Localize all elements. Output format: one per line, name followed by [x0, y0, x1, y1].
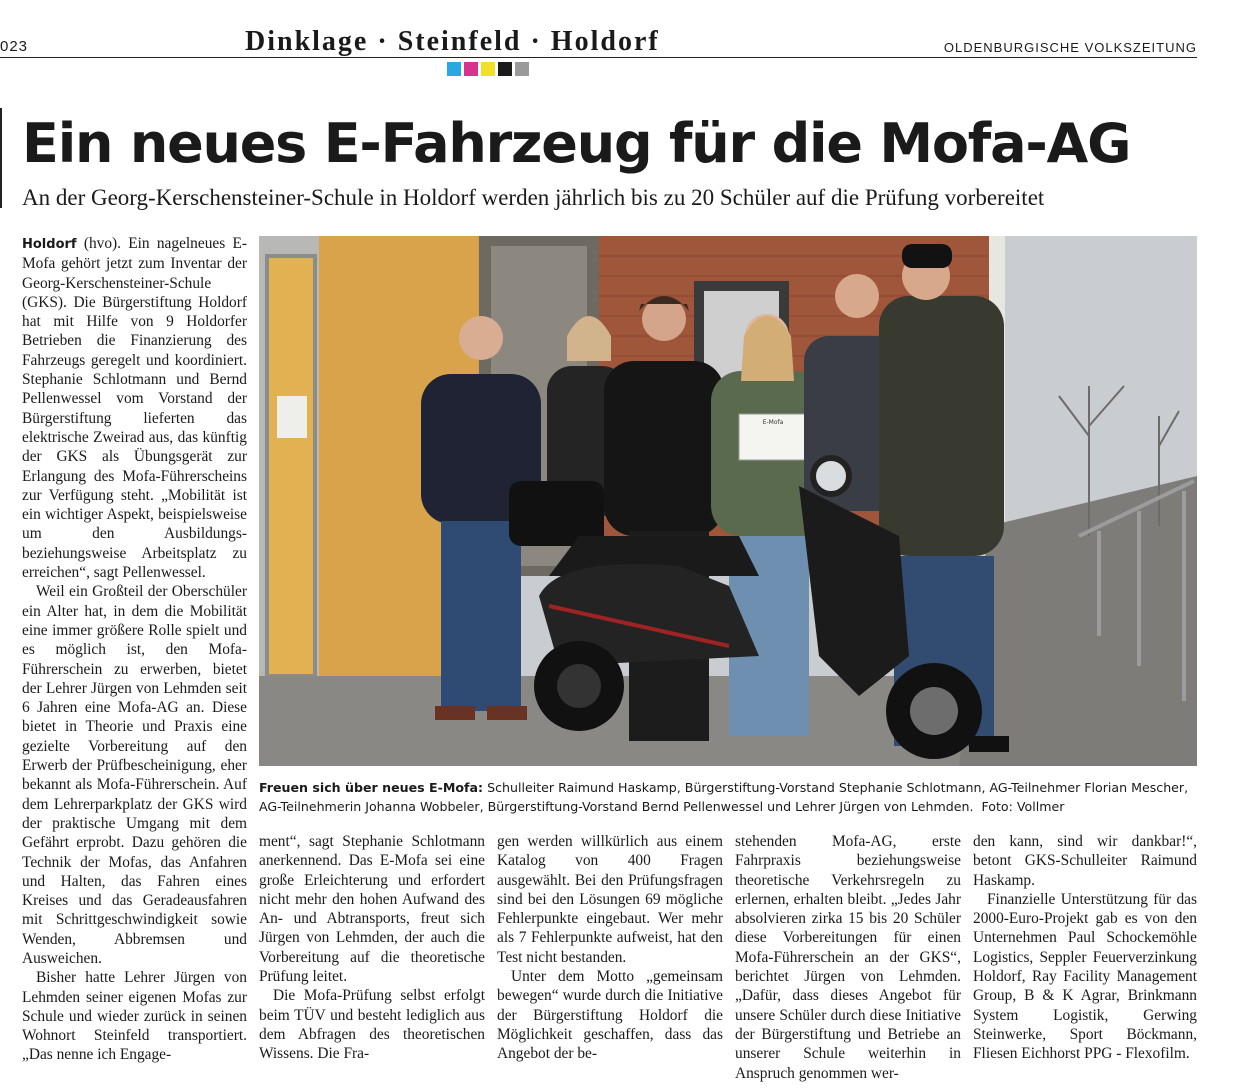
paragraph: Unter dem Motto „gemeinsam bewegen“ wurde durch die Initiative der Bürgerstiftung Holdorf die Möglichkeit geschaffen, dass das Angebot der be- [497, 968, 723, 1063]
header-rule [0, 57, 1197, 58]
color-swatch [515, 62, 529, 76]
article-column-4 [735, 832, 961, 1083]
newspaper-name: OLDENBURGISCHE VOLKSZEITUNG [943, 40, 1197, 55]
paragraph: ment“, sagt Stephanie Schlotmann anerkennend. Das E-Mofa sei eine große Erleichterung und erfordert nicht mehr den hohen Aufwand des An- und Abtransports, freut sich Jürgen von Lehmden, der auch die Vorbereitung auf die theoretische Prüfung leitet. [259, 833, 485, 986]
article-subheadline: An der Georg-Kerschensteiner-Schule in Holdorf werden jährlich bis zu 20 Schüler auf die Prüfung vorbereitet [22, 185, 1045, 210]
article-column-5 [973, 832, 1197, 1064]
color-swatch [447, 62, 461, 76]
print-color-swatches [447, 62, 529, 76]
paragraph: Finanzielle Unterstützung für das 2000-Euro-Projekt gab es von den Unternehmen Paul Schockemöhle Logistics, Seppler Feuerverzinkung Holdorf, Ray Facility Management Group, B & K Agrar, Brinkmann System Logistik, Gerwing Steinwerke, Sport Böckmann, Fliesen Eichhorst PPG - Flexofilm. [973, 890, 1197, 1063]
color-swatch [481, 62, 495, 76]
photo-credit: Foto: Vollmer [981, 799, 1065, 814]
paragraph: (hvo). Ein nagelneues E-Mofa gehört jetzt zum Inventar der Georg-Kerschensteiner-Schule (GKS). Die Bürgerstiftung Holdorf hat mit Hilfe von 9 Holdorfer Betrieben die Finanzierung des Fahrzeugs geregelt und koordiniert. Stephanie Schlotmann und Bernd Pellenwessel vom Vorstand der Bürgerstiftung lieferten das elektrische Zweirad aus, das künftig der GKS als Übungsgerät zur Erlangung des Mofa-Führerscheins zur Verfügung steht. „Mobilität ist ein wichtiger Aspekt, beispielsweise um den Ausbildungs- beziehungsweise Arbeitsplatz zu erreichen“, sagt Pellenwessel. [22, 235, 247, 582]
headline-rule [0, 108, 10, 208]
page-date-fragment: 023 [0, 38, 29, 55]
paragraph: den kann, sind wir dankbar!“, betont GKS-Schulleiter Raimund Haskamp. [973, 833, 1197, 889]
paragraph: Weil ein Großteil der Oberschüler ein Alter hat, in dem die Mobilität eine immer größere Rolle spielt und es möglich ist, den Mofa-Führerschein zu erwerben, bietet der Lehrer Jürgen von Lehmden seit 6 Jahren eine Mofa-AG an. Diese bietet in Theorie und Praxis eine gezielte Vorbereitung auf den Erwerb der Prüfbescheinigung, eher bekannt als Mofa-Führerschein. Auf dem Lehrerparkplatz der GKS wird der praktische Umgang mit dem Gefährt erprobt. Dazu gehören die Technik der Mofas, das Anfahren und Halten, das Fahren eines Kreises und das Geradeausfahren mit Schrittgeschwindigkeit sowie Wenden, Abbremsen und Ausweichen. [22, 583, 247, 967]
paragraph: Bisher hatte Lehrer Jürgen von Lehmden seiner eigenen Mofas zur Schule und wieder zurück in seinen Wohnort Steinfeld transportiert. „Das nenne ich Engage- [22, 969, 247, 1064]
poster-label: E-Mofa [762, 419, 784, 426]
photo-caption [259, 778, 1197, 816]
caption-text: Schulleiter Raimund Haskamp, Bürgerstiftung-Vorstand Stephanie Schlotmann, AG-Teilnehmer Florian Mescher, AG-Teilnehmerin Johanna Wobbeler, Bürgerstiftung-Vorstand Bernd Pellenwessel und Lehrer Jürgen von Lehmden. [259, 780, 1189, 814]
article-column-3 [497, 832, 723, 1064]
section-title: Dinklage · Steinfeld · Holdorf [245, 26, 660, 57]
paragraph: Die Mofa-Prüfung selbst erfolgt beim TÜV und besteht lediglich aus dem Abfragen des theoretischen Wissens. Die Fra- [259, 987, 485, 1063]
article-headline: Ein neues E-Fahrzeug für die Mofa-AG [22, 112, 1131, 175]
article-dateline: Holdorf [22, 237, 77, 252]
wall-sign-icon [277, 396, 307, 438]
color-swatch [498, 62, 512, 76]
color-swatch [464, 62, 478, 76]
article-column-2 [259, 832, 485, 1064]
paragraph: stehenden Mofa-AG, erste Fahrpraxis beziehungsweise theoretische Verkehrsregeln zu erlernen, erhalten bleibt. „Jedes Jahr absolvieren zirka 15 bis 20 Schüler diese Vorbereitungen für einen Mofa-Führerschein an der GKS“, berichtet Jürgen von Lehmden. „Dafür, dass dieses Angebot für unsere Schüler durch diese Initiative der Bürgerstiftung und Betriebe an unserer Schule weiterhin in Anspruch genommen wer- [735, 833, 961, 1082]
article-photo [259, 236, 1197, 766]
article-column-1 [22, 234, 247, 1065]
paragraph: gen werden willkürlich aus einem Katalog von 400 Fragen ausgewählt. Bei den Prüfungsfragen sind bei den Lösungen 69 mögliche Fehlerpunkte eingebaut. Wer mehr als 7 Fehlerpunkte aufweist, hat den Test nicht bestanden. [497, 833, 723, 966]
caption-lead: Freuen sich über neues E-Mofa: [259, 780, 484, 795]
